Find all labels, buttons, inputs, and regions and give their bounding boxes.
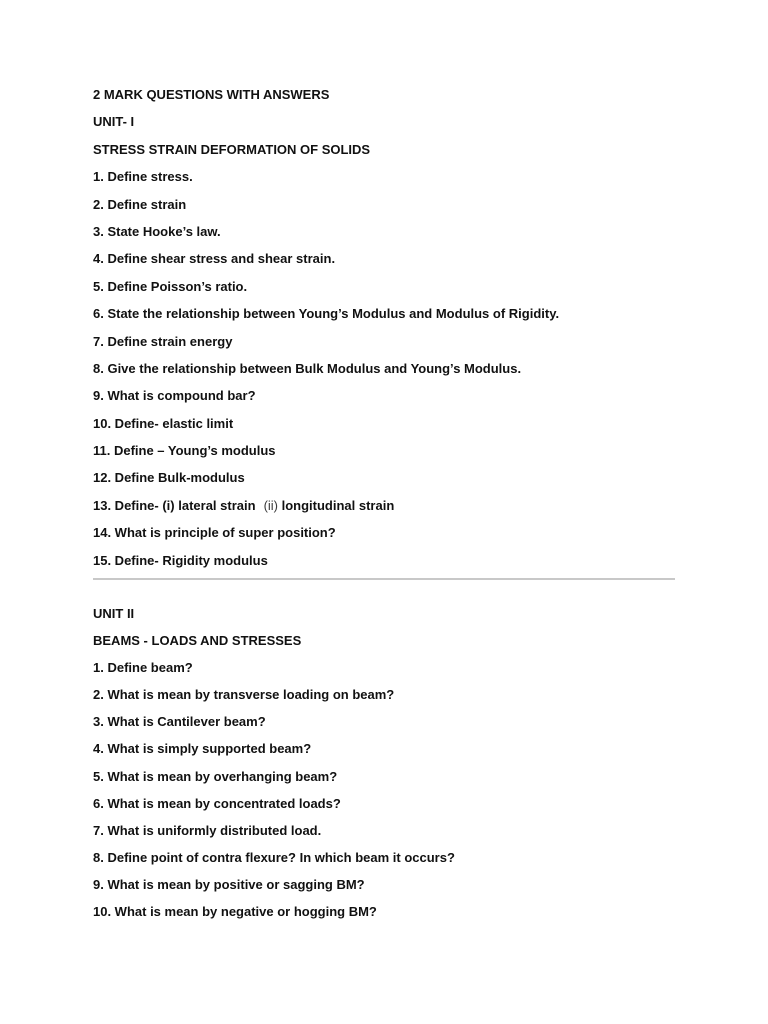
unit1-section [93, 87, 683, 580]
question-item: 11. Define – Young’s modulus [93, 443, 276, 459]
question-13-part1: 13. Define- (i) lateral strain [93, 497, 256, 513]
question-item: 4. Define shear stress and shear strain. [93, 251, 336, 267]
question-item: 7. Define strain energy [93, 333, 233, 349]
question-item: 5. What is mean by overhanging beam? [93, 768, 338, 784]
document-heading: 2 MARK QUESTIONS WITH ANSWERS [93, 87, 330, 102]
question-item: 5. Define Poisson’s ratio. [93, 278, 248, 294]
question-item: 1. Define beam? [93, 660, 193, 676]
question-item: 3. What is Cantilever beam? [93, 714, 266, 730]
unit1-label: UNIT- I [93, 114, 135, 130]
question-item: 6. What is mean by concentrated loads? [93, 795, 341, 811]
question-item: 3. State Hooke’s law. [93, 223, 221, 239]
question-item: 8. Define point of contra flexure? In which beam it occurs? [93, 849, 455, 865]
question-item: 6. State the relationship between Young’s Modulus and Modulus of Rigidity. [93, 306, 560, 322]
question-item: 9. What is mean by positive or sagging BM? [93, 876, 365, 892]
question-item: 1. Define stress. [93, 169, 193, 185]
question-item: 4. What is simply supported beam? [93, 741, 312, 757]
question-item-13 [93, 498, 683, 514]
question-item: 15. Define- Rigidity modulus [93, 552, 268, 568]
question-item: 2. Define strain [93, 196, 187, 212]
unit2-title: BEAMS - LOADS AND STRESSES [93, 633, 302, 649]
question-item: 10. What is mean by negative or hogging BM? [93, 904, 377, 920]
unit2-label: UNIT II [93, 606, 135, 621]
question-item: 2. What is mean by transverse loading on beam? [93, 687, 395, 703]
unit2-section [93, 606, 683, 931]
question-13-part2-marker: (ii) [263, 497, 278, 513]
question-item: 9. What is compound bar? [93, 388, 256, 404]
question-13-part2-text: longitudinal strain [278, 497, 395, 513]
question-item: 7. What is uniformly distributed load. [93, 822, 322, 838]
question-item: 8. Give the relationship between Bulk Modulus and Young’s Modulus. [93, 360, 522, 376]
section-divider [93, 578, 675, 580]
question-item: 10. Define- elastic limit [93, 415, 234, 431]
unit1-title: STRESS STRAIN DEFORMATION OF SOLIDS [93, 141, 371, 157]
question-item: 14. What is principle of super position? [93, 525, 336, 541]
question-item: 12. Define Bulk-modulus [93, 470, 245, 486]
